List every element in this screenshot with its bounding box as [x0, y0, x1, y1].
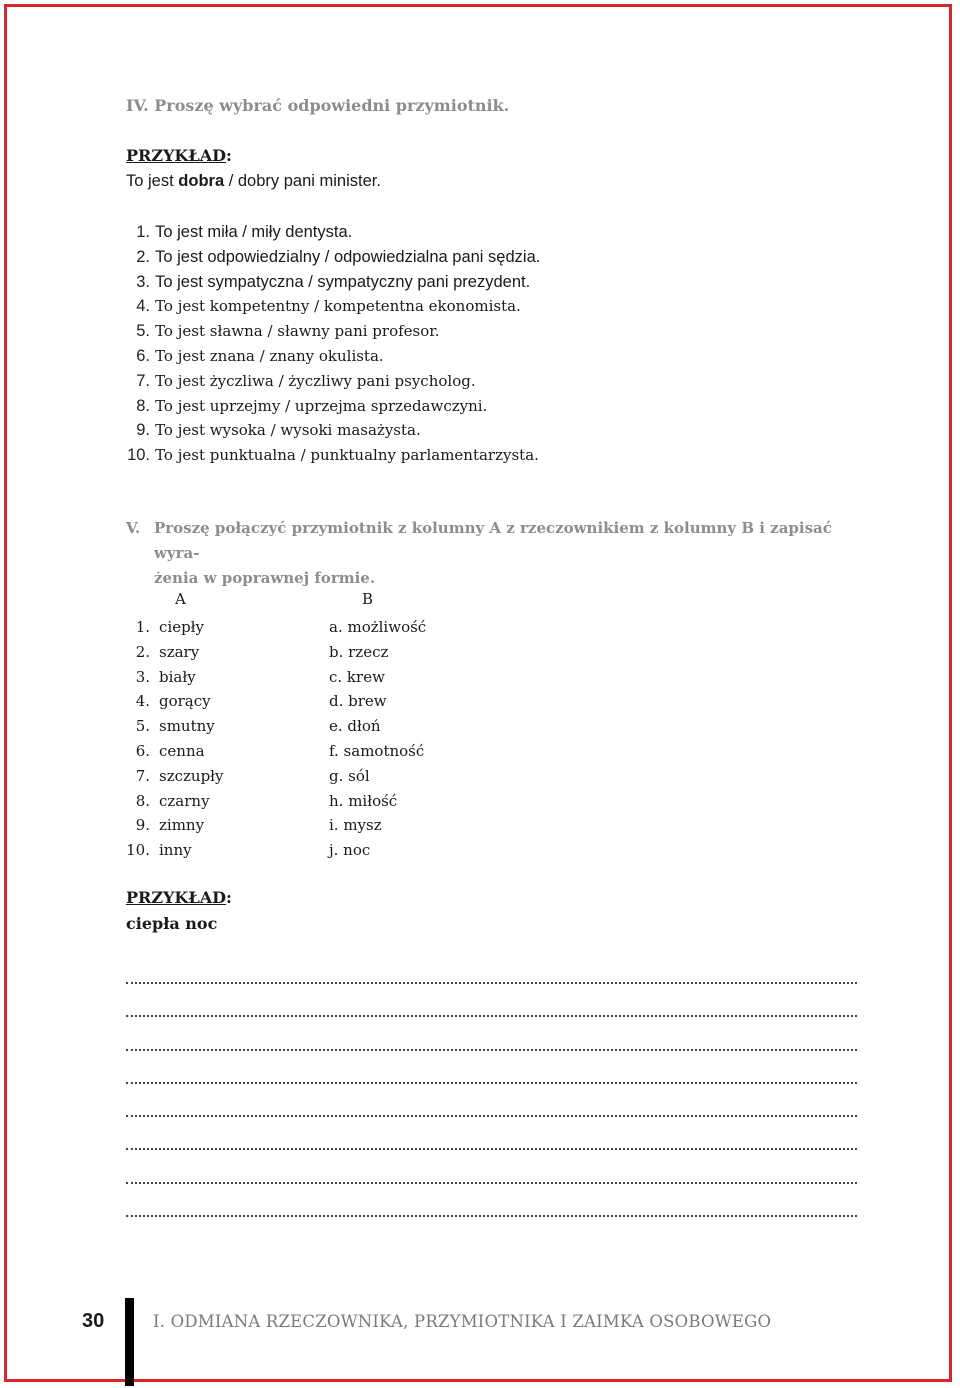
row-number: 10. — [126, 841, 150, 860]
table-row — [126, 739, 526, 764]
item-number: 10. — [127, 446, 150, 465]
item-text: To jest odpowiedzialny / odpowiedzialna pani sędzia. — [155, 247, 541, 266]
answer-line[interactable] — [126, 1215, 857, 1217]
table-row — [126, 813, 526, 838]
list-item — [126, 418, 540, 443]
list-item — [126, 270, 540, 295]
item-number: 3. — [136, 272, 150, 291]
item-text: To jest znana / znany okulista. — [155, 346, 384, 365]
item-number: 2. — [136, 247, 150, 266]
column-a-header: A — [175, 590, 186, 608]
list-item — [126, 344, 540, 369]
page-number: 30 — [82, 1310, 105, 1332]
adjective: zimny — [159, 816, 205, 835]
answer-line[interactable] — [126, 1182, 857, 1184]
item-number: 5. — [136, 322, 150, 341]
row-number: 3. — [135, 667, 150, 686]
item-text: To jest miła / miły dentysta. — [155, 223, 353, 241]
item-number: 6. — [136, 346, 150, 365]
example-label-colon: : — [225, 146, 232, 165]
adjective: szary — [159, 642, 200, 661]
item-number: 7. — [136, 371, 150, 390]
item-text: To jest życzliwa / życzliwy pani psycholog. — [155, 371, 476, 390]
section-5-example-label — [126, 888, 232, 907]
list-item — [126, 220, 540, 245]
item-text: To jest punktualna / punktualny parlamentarzysta. — [155, 446, 539, 465]
table-row — [126, 764, 526, 789]
chapter-title: I. ODMIANA RZECZOWNIKA, PRZYMIOTNIKA I ZAIMKA OSOBOWEGO — [153, 1312, 772, 1331]
list-item — [126, 369, 540, 394]
item-number: 9. — [136, 421, 150, 440]
list-item — [126, 294, 540, 319]
adjective: czarny — [159, 791, 210, 810]
example-prefix: To jest — [126, 172, 179, 190]
section-4-title: IV. Proszę wybrać odpowiedni przymiotnik. — [126, 96, 510, 115]
row-number: 5. — [135, 717, 150, 736]
footer-divider — [125, 1298, 134, 1386]
noun: d. brew — [329, 692, 387, 711]
table-row — [126, 689, 526, 714]
section-5-title — [126, 516, 864, 591]
row-number: 8. — [135, 791, 150, 810]
table-row — [126, 665, 526, 690]
section-4-exercise-list — [126, 220, 540, 468]
column-b-header: B — [362, 590, 374, 608]
adjective: inny — [159, 841, 192, 860]
example-label-colon: : — [225, 888, 232, 907]
answer-line[interactable] — [126, 1115, 857, 1117]
adjective: gorący — [159, 692, 211, 711]
answer-line[interactable] — [126, 1148, 857, 1150]
noun: e. dłoń — [329, 717, 381, 736]
item-number: 8. — [136, 396, 150, 415]
answer-line[interactable] — [126, 1049, 857, 1051]
noun: a. możliwość — [329, 618, 427, 636]
adjective: cenna — [159, 741, 205, 760]
adjective: ciepły — [159, 618, 205, 636]
noun: h. miłość — [329, 791, 398, 810]
list-item — [126, 319, 540, 344]
list-item — [126, 245, 540, 270]
table-row — [126, 838, 526, 863]
item-text: To jest uprzejmy / uprzejma sprzedawczyni. — [155, 396, 488, 415]
section-5-instruction-line: Proszę połączyć przymiotnik z kolumny A z rzeczownikiem z kolumny B i zapisać wyra- — [154, 519, 832, 562]
row-number: 4. — [135, 692, 150, 711]
table-row — [126, 615, 526, 640]
adjective: smutny — [159, 717, 215, 736]
section-5-example-answer: ciepła noc — [126, 914, 218, 933]
section-4-example-sentence — [126, 172, 381, 191]
example-label-text: PRZYKŁAD — [126, 888, 226, 907]
example-correct-answer: dobra — [178, 172, 225, 190]
adjective: szczupły — [159, 766, 224, 785]
table-row — [126, 714, 526, 739]
row-number: 6. — [135, 741, 150, 760]
example-suffix: / dobry pani minister. — [224, 172, 381, 190]
noun: b. rzecz — [329, 642, 389, 661]
row-number: 2. — [135, 642, 150, 661]
noun: f. samotność — [329, 741, 425, 760]
answer-line[interactable] — [126, 1082, 857, 1084]
item-number: 1. — [136, 223, 150, 241]
item-text: To jest sławna / sławny pani profesor. — [155, 322, 440, 341]
answer-line[interactable] — [126, 982, 857, 984]
row-number: 1. — [135, 618, 150, 636]
adjective: biały — [159, 667, 196, 686]
item-number: 4. — [136, 297, 150, 316]
item-text: To jest kompetentny / kompetentna ekonomista. — [155, 297, 521, 316]
section-5-number: V. — [126, 519, 141, 537]
matching-table — [126, 615, 526, 863]
noun: g. sól — [329, 766, 370, 785]
item-text: To jest wysoka / wysoki masażysta. — [155, 421, 421, 440]
table-row — [126, 640, 526, 665]
row-number: 9. — [135, 816, 150, 835]
table-row — [126, 789, 526, 814]
noun: i. mysz — [329, 816, 382, 835]
section-5-instruction — [154, 516, 864, 591]
list-item — [126, 394, 540, 419]
noun: c. krew — [329, 667, 385, 686]
list-item — [126, 443, 540, 468]
section-5-instruction-line: żenia w poprawnej formie. — [154, 569, 376, 587]
example-label-text: PRZYKŁAD — [126, 146, 226, 165]
noun: j. noc — [329, 841, 371, 860]
row-number: 7. — [135, 766, 150, 785]
answer-line[interactable] — [126, 1015, 857, 1017]
item-text: To jest sympatyczna / sympatyczny pani prezydent. — [155, 272, 531, 291]
section-4-example-label — [126, 146, 232, 165]
